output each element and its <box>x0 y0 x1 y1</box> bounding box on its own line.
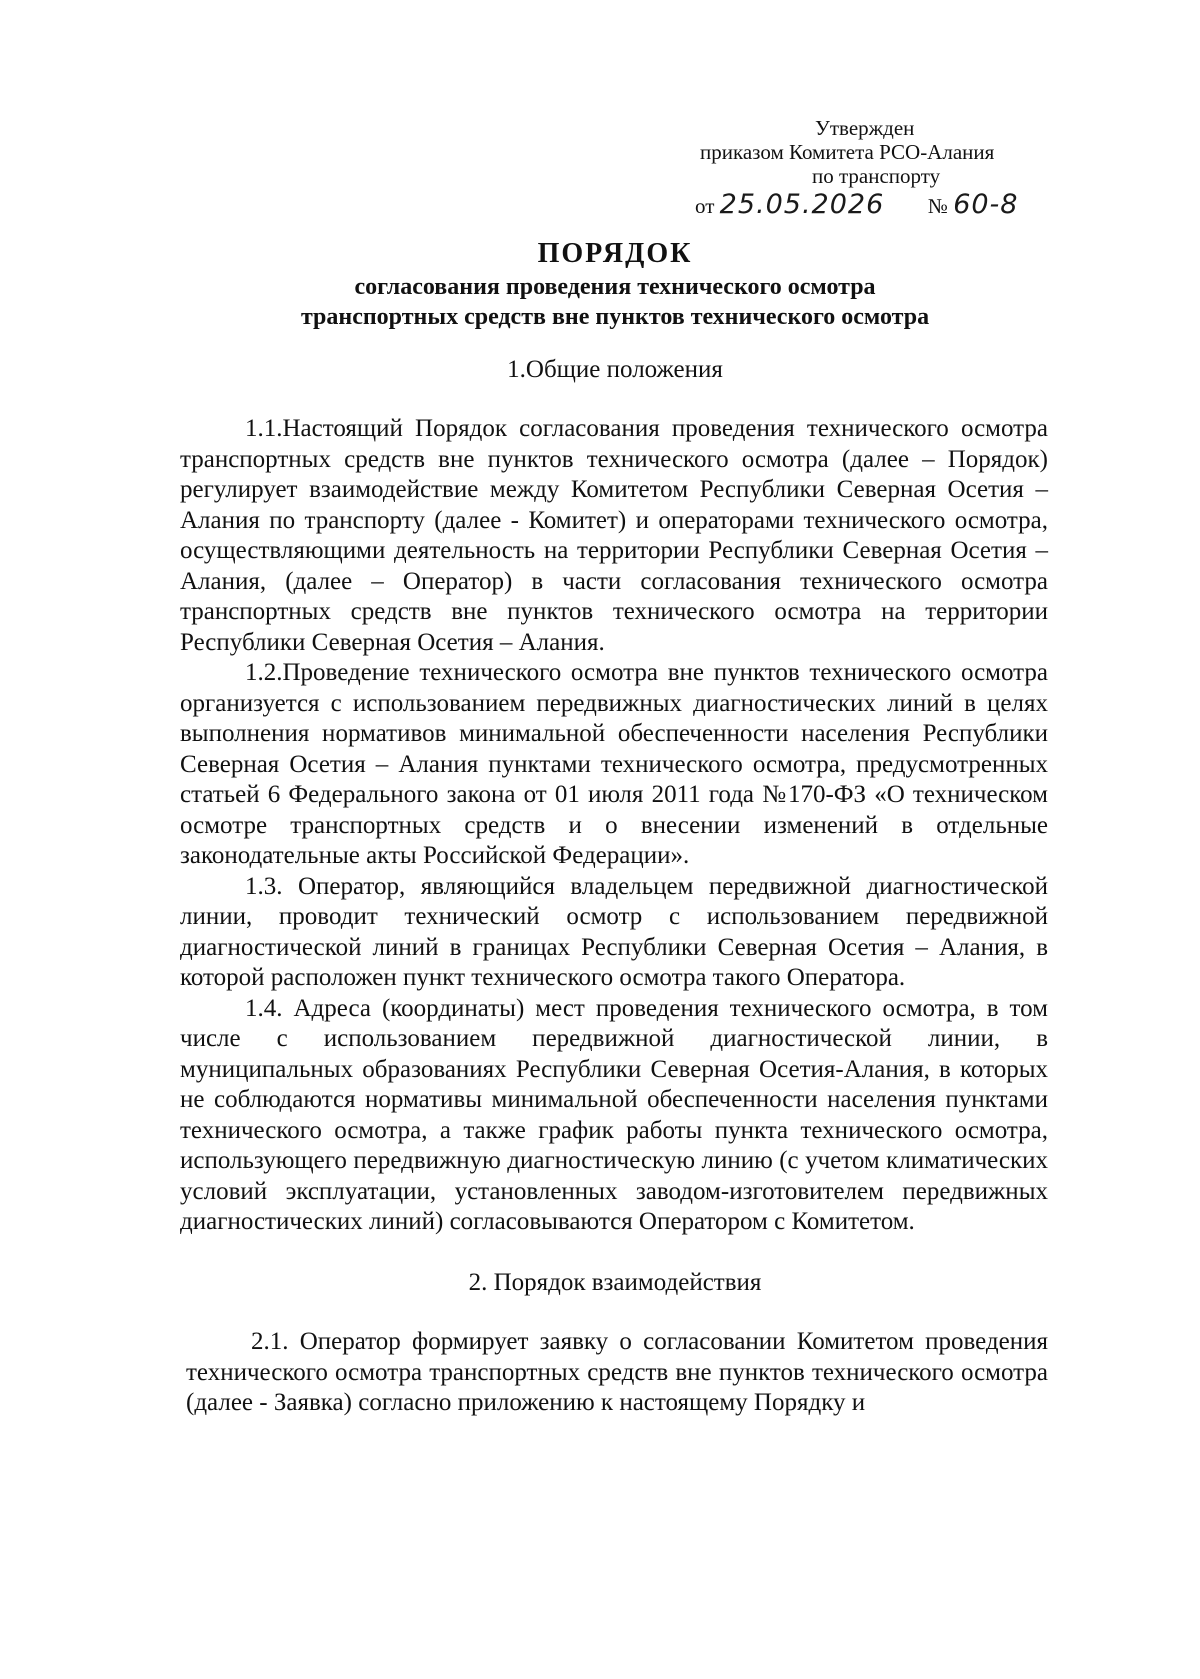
approval-date-number-line <box>695 190 1025 221</box>
section-1-heading: 1.Общие положения <box>507 356 723 383</box>
document-subtitle-line-1: согласования проведения технического осмотра <box>354 274 876 300</box>
handwritten-order-number: 60-8 <box>953 189 1019 220</box>
document-subtitle-line-2: транспортных средств вне пунктов технического осмотра <box>300 304 930 330</box>
document-title-block <box>180 236 1050 332</box>
paragraph-2-1: 2.1. Оператор формирует заявку о согласовании Комитетом проведения технического осмотра транспортных средств вне пунктов технического осмотра (далее - Заявка) согласно приложению к настоящему Порядку и <box>186 1328 1048 1416</box>
paragraph-1-4: 1.4. Адреса (координаты) мест проведения технического осмотра, в том числе с использованием передвижной диагностической линии, в муниципальных образованиях Республики Северная Осетия-Алания, в которых не соблюдаются нормативы минимальной обеспеченности населения пунктами технического осмотра, а также график работы пункта технического осмотра, использующего передвижную диагностическую линию (с учетом климатических условий эксплуатации, установленных заводом-изготовителем передвижных диагностических линий) согласовываются Оператором с Комитетом. <box>180 994 1048 1235</box>
approval-stamp-block <box>695 116 1025 221</box>
section-1-body <box>180 414 1048 1238</box>
paragraph-1-1: 1.1.Настоящий Порядок согласования проведения технического осмотра транспортных средств вне пунктов технического осмотра (далее – Порядок) регулирует взаимодействие между Комитетом Республики Северная Осетия – Алания по транспорту (далее - Комитет) и операторами технического осмотра, осуществляющими деятельность на территории Республики Северная Осетия – Алания, (далее – Оператор) в части согласования технического осмотра транспортных средств вне пунктов технического осмотра на территории Республики Северная Осетия – Алания. <box>180 415 1048 656</box>
section-2-body <box>186 1327 1048 1419</box>
number-prefix: № <box>927 194 948 218</box>
handwritten-date: 25.05.2026 <box>719 189 885 220</box>
approval-line-order: приказом Комитета РСО-Алания <box>700 140 995 164</box>
paragraph-1-3: 1.3. Оператор, являющийся владельцем передвижной диагностической линии, проводит технический осмотр с использованием передвижной диагностической линий в границах Республики Северная Осетия – Алания, в которой расположен пункт технического осмотра такого Оператора. <box>180 872 1048 991</box>
approval-line-approved: Утвержден <box>815 116 915 140</box>
paragraph-1-2: 1.2.Проведение технического осмотра вне пунктов технического осмотра организуется с использованием передвижных диагностических линий в целях выполнения нормативов минимальной обеспеченности населения Республики Северная Осетия – Алания пунктами технического осмотра, предусмотренных статьей 6 Федерального закона от 01 июля 2011 года №170-ФЗ «О техническом осмотре транспортных средств и о внесении изменений в отдельные законодательные акты Российской Федерации». <box>180 659 1048 869</box>
date-prefix: от <box>695 194 715 218</box>
document-title: ПОРЯДОК <box>537 238 693 269</box>
section-2-heading: 2. Порядок взаимодействия <box>468 1269 762 1296</box>
approval-line-transport: по транспорту <box>812 164 941 188</box>
